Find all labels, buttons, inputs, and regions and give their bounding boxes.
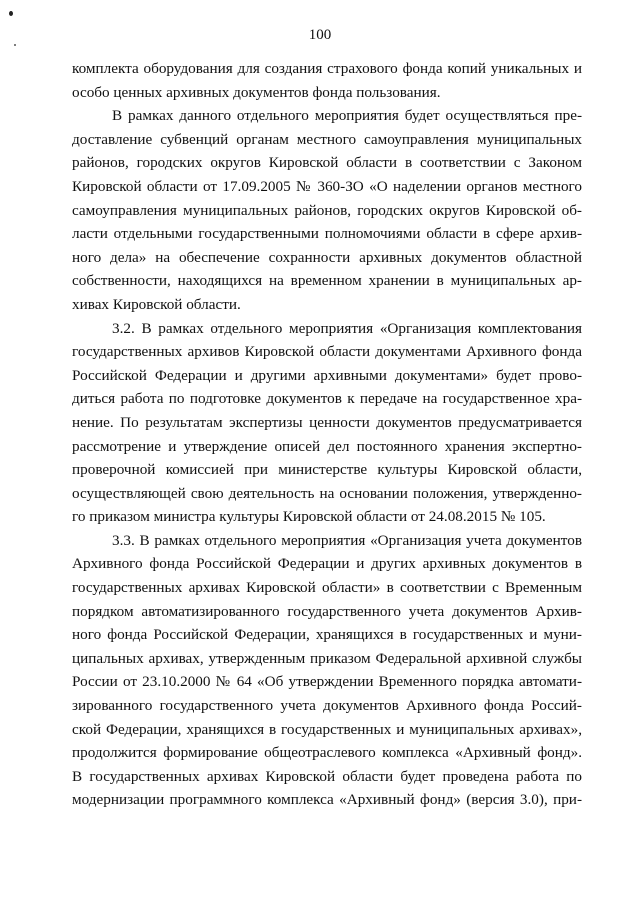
paragraph (72, 57, 582, 104)
text-line: хивах Кировской области. (72, 295, 241, 313)
text-line: ного фонда Российской Федерации, хранящихся в государственных и муни- (72, 626, 582, 644)
text-line: ской Федерации, хранящихся в государственных и муниципальных архивах», (72, 720, 582, 738)
text-line: самоуправления муниципальных районов, городских округов Кировской об- (72, 201, 582, 219)
text-line: модернизации программного комплекса «Архивный фонд» (версия 3.0), при- (72, 791, 582, 809)
paragraph (72, 529, 582, 812)
text-line: Архивного фонда Российской Федерации и других архивных документов в (72, 555, 582, 573)
text-line: осуществляющей свою деятельность на основании положения, утвержденно- (72, 484, 582, 502)
text-line: порядком автоматизированного государственного учета документов Архив- (72, 602, 582, 620)
paragraph (72, 104, 582, 316)
text-line: ласти отдельными государственными полномочиями области в сфере архив- (72, 225, 582, 243)
text-line: России от 23.10.2000 № 64 «Об утверждении Временного порядка автомати- (72, 673, 582, 691)
text-line: особо ценных архивных документов фонда пользования. (72, 83, 441, 101)
scan-speck (9, 11, 13, 16)
text-line: 3.2. В рамках отдельного мероприятия «Организация комплектования (112, 319, 582, 337)
text-line: В рамках данного отдельного мероприятия будет осуществляться пре- (112, 107, 582, 125)
text-line: диться работа по подготовке документов к передаче на государственное хра- (72, 390, 582, 408)
text-line: собственности, находящихся на временном хранении в муниципальных ар- (72, 272, 582, 290)
text-line: государственных архивов Кировской области документами Архивного фонда (72, 343, 582, 361)
text-line: Кировской области от 17.09.2005 № 360-ЗО «О наделении органов местного (72, 177, 582, 195)
text-line: В государственных архивах Кировской области будет проведена работа по (72, 767, 582, 785)
text-line: доставление субвенций органам местного самоуправления муниципальных (72, 130, 582, 148)
text-line: государственных архивах Кировской области» в соответствии с Временным (72, 579, 582, 597)
text-line: 3.3. В рамках отдельного мероприятия «Организация учета документов (112, 531, 582, 549)
text-line: зированного государственного учета документов Архивного фонда Россий- (72, 697, 582, 715)
text-line: проверочной комиссией при министерстве культуры Кировской области, (72, 461, 582, 479)
text-line: продолжится формирование общеотраслевого комплекса «Архивный фонд». (72, 744, 582, 762)
text-line: комплекта оборудования для создания страхового фонда копий уникальных и (72, 60, 582, 77)
text-line: нение. По результатам экспертизы ценности документов предусматривается (72, 413, 582, 431)
text-line: го приказом министра культуры Кировской области от 24.08.2015 № 105. (72, 508, 546, 526)
text-line: районов, городских округов Кировской области в соответствии с Законом (72, 154, 582, 172)
text-line: рассмотрение и утверждение описей дел постоянного хранения экспертно- (72, 437, 582, 455)
paragraph (72, 317, 582, 529)
scan-speck (14, 44, 16, 46)
text-line: Российской Федерации и другими архивными документами» будет прово- (72, 366, 582, 384)
document-body (72, 57, 582, 812)
page-number: 100 (308, 27, 332, 43)
text-line: ципальных архивах, утвержденным приказом Федеральной архивной службы (72, 649, 582, 667)
text-line: ного дела» на обеспечение сохранности архивных документов областной (72, 248, 582, 266)
